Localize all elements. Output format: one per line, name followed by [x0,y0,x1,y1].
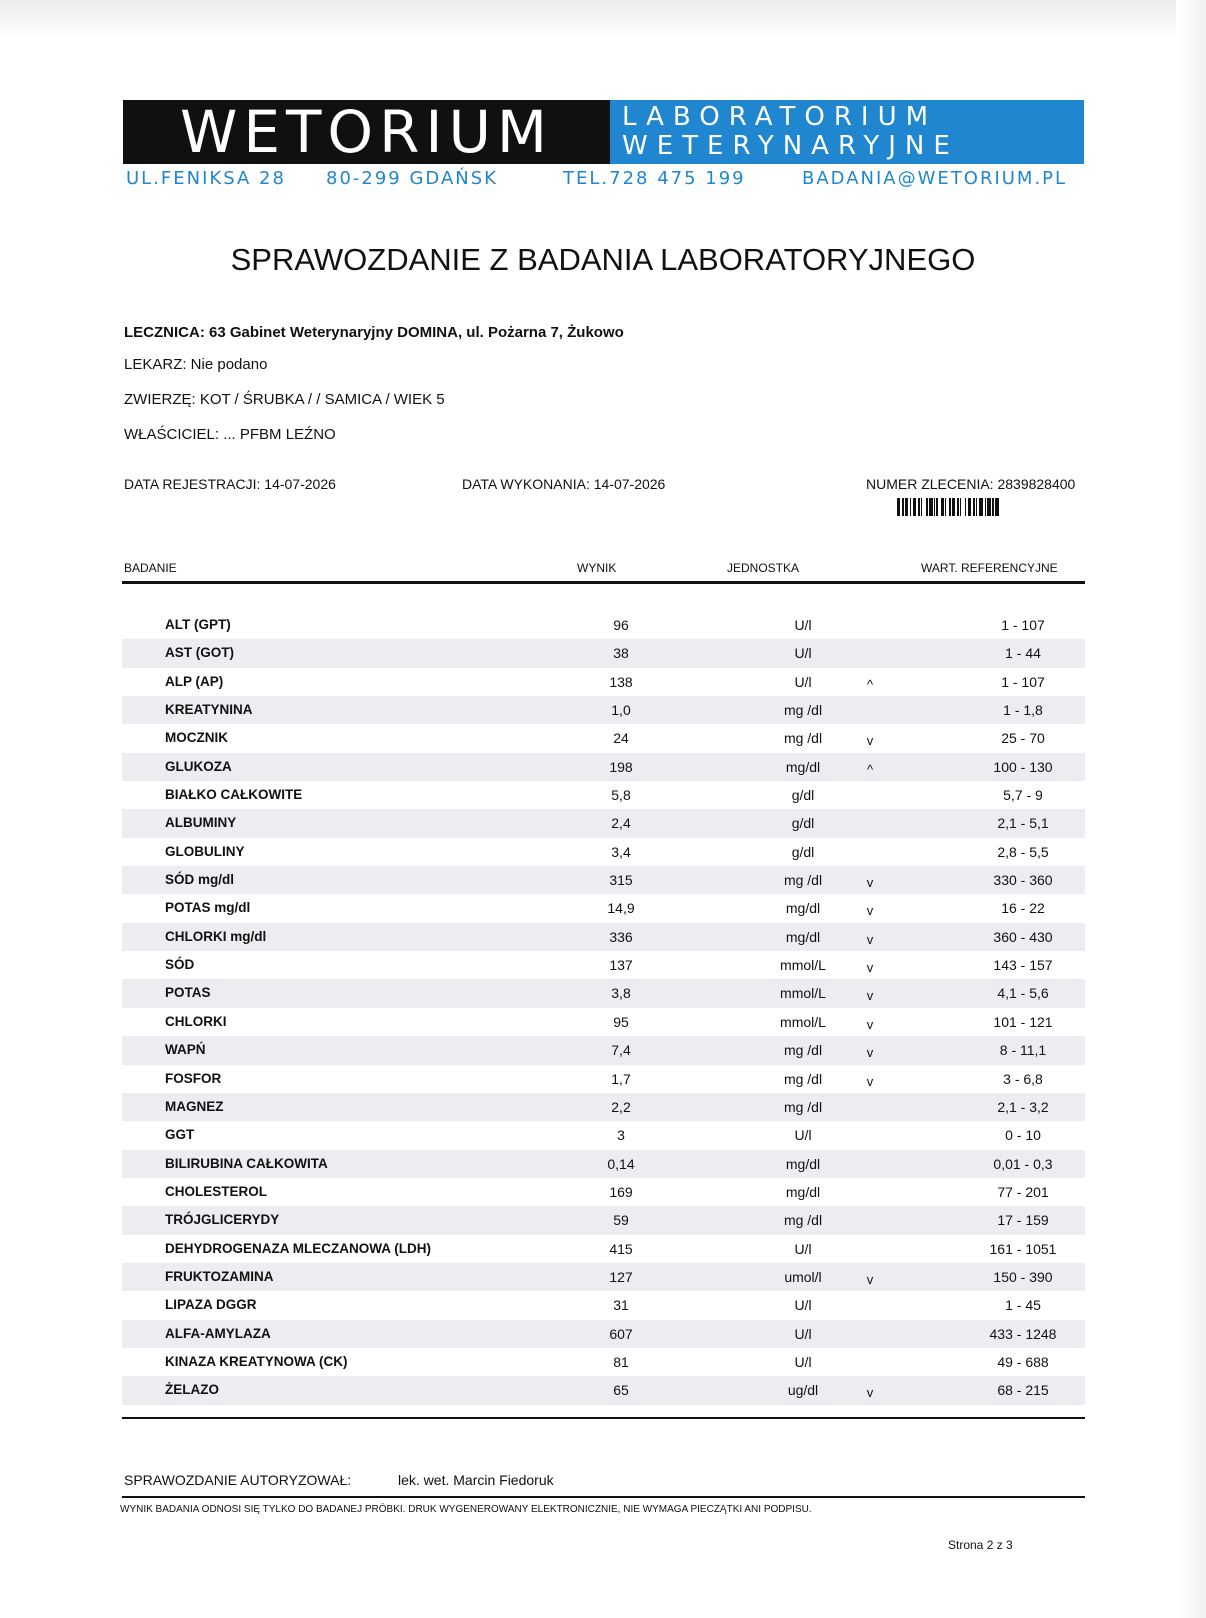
table-row [122,866,1085,894]
table-bottom-rule [122,1417,1085,1419]
test-name: SÓD [165,957,195,973]
test-unit: g/dl [791,815,815,832]
execution-date: DATA WYKONANIA: 14-07-2026 [462,476,666,492]
reference-range: 1 - 45 [1005,1297,1041,1314]
table-row [122,1320,1085,1348]
disclaimer: WYNIK BADANIA ODNOSI SIĘ TYLKO DO BADANEJ PRÓBKI. DRUK WYGENEROWANY ELEKTRONICZNIE, NIE WYMAGA PIECZĄTKI ANI PODPISU. [120,1504,812,1515]
test-result: 7,4 [611,1042,631,1059]
header-rule [122,581,1085,584]
report-title: SPRAWOZDANIE Z BADANIA LABORATORYJNEGO [230,242,976,277]
lab-contact [126,168,1086,194]
test-unit: g/dl [791,843,815,860]
test-name: TRÓJGLICERYDY [165,1212,280,1228]
test-unit: U/l [794,673,812,690]
test-unit: mmol/L [780,985,826,1002]
table-row [122,809,1085,837]
test-name: BIAŁKO CAŁKOWITE [165,787,303,803]
test-result: 95 [613,1013,629,1030]
test-unit: mg/dl [785,928,821,945]
column-header-result: WYNIK [577,561,617,575]
test-result: 0,14 [607,1155,635,1172]
table-row [122,1235,1085,1263]
page-number: Strona 2 z 3 [948,1538,1013,1552]
table-row [122,894,1085,922]
test-name: FRUKTOZAMINA [165,1268,274,1284]
test-name: ALP (AP) [165,673,224,689]
test-unit: mg /dl [783,1070,823,1087]
table-row [122,1178,1085,1206]
logo-subtitle [610,100,1084,164]
clinic-info: LECZNICA: 63 Gabinet Weterynaryjny DOMINA, ul. Pożarna 7, Żukowo [124,324,624,341]
table-row [122,668,1085,696]
test-result: 315 [609,872,633,889]
test-unit: U/l [794,1127,812,1144]
table-row [122,781,1085,809]
test-name: AST (GOT) [165,645,234,661]
test-unit: mg/dl [785,758,821,775]
test-unit: mg /dl [783,1212,823,1229]
table-row [122,1093,1085,1121]
table-row [122,1263,1085,1291]
table-row [122,1121,1085,1149]
test-name: SÓD mg/dl [165,872,235,888]
reference-range: 1 - 107 [1001,673,1045,690]
reference-range: 3 - 6,8 [1003,1070,1043,1087]
reference-range: 77 - 201 [997,1183,1049,1200]
table-row [122,838,1085,866]
column-header-unit: JEDNOSTKA [727,561,800,575]
test-unit: mmol/L [780,957,826,974]
reference-range: 16 - 22 [1001,900,1045,917]
test-unit: U/l [794,645,812,662]
reference-range: 330 - 360 [993,872,1053,889]
out-of-range-flag: v [866,1016,874,1032]
reference-range: 2,8 - 5,5 [997,843,1049,860]
logo-subtitle-line1: LABORATORIUM [622,102,938,132]
table-row [122,923,1085,951]
reference-range: 1 - 44 [1005,645,1041,662]
test-unit: mg /dl [783,872,823,889]
test-result: 127 [609,1268,633,1285]
test-result: 137 [609,957,633,974]
lab-phone: TEL.728 475 199 [563,168,746,189]
column-header-test: BADANIE [124,561,177,575]
table-row [122,1065,1085,1093]
lab-address: UL.FENIKSA 28 [126,168,286,189]
authorized-name: lek. wet. Marcin Fiedoruk [398,1472,554,1488]
test-unit: mmol/L [780,1013,826,1030]
test-result: 607 [609,1325,633,1342]
out-of-range-flag: v [866,960,874,976]
reference-range: 8 - 11,1 [999,1042,1047,1059]
test-unit: mg/dl [785,1155,821,1172]
out-of-range-flag: v [866,903,874,919]
table-row [122,979,1085,1007]
test-name: POTAS mg/dl [165,900,251,916]
out-of-range-flag: v [866,733,874,749]
out-of-range-flag: v [866,1271,874,1287]
reference-range: 0 - 10 [1005,1127,1041,1144]
table-row [122,951,1085,979]
table-row [122,1291,1085,1319]
test-result: 138 [609,673,633,690]
test-name: KINAZA KREATYNOWA (CK) [165,1353,348,1369]
test-result: 2,4 [611,815,631,832]
reference-range: 49 - 688 [997,1353,1049,1370]
test-result: 5,8 [611,787,631,804]
doctor-info: LEKARZ: Nie podano [124,356,268,373]
logo-subtitle-line2: WETERYNARYJNE [622,131,959,161]
test-result: 1,7 [611,1070,631,1087]
test-name: ALFA-AMYLAZA [165,1325,271,1341]
test-unit: mg /dl [783,702,823,719]
out-of-range-flag: v [866,1385,874,1401]
test-result: 24 [613,730,629,747]
test-unit: mg /dl [783,730,823,747]
results-table [122,611,1085,1405]
test-name: ŻELAZO [165,1382,219,1398]
out-of-range-flag: v [866,1045,874,1061]
test-name: BILIRUBINA CAŁKOWITA [165,1155,328,1171]
test-unit: U/l [794,1240,812,1257]
test-name: ALBUMINY [165,815,237,831]
test-unit: mg/dl [785,1183,821,1200]
test-result: 2,2 [611,1098,631,1115]
test-name: GGT [165,1127,195,1143]
top-shadow [0,0,1206,40]
table-row [122,1150,1085,1178]
table-row [122,1008,1085,1036]
test-name: MOCZNIK [165,730,228,746]
reference-range: 2,1 - 5,1 [997,815,1049,832]
reference-range: 101 - 121 [993,1013,1053,1030]
test-name: FOSFOR [165,1070,222,1086]
footer-rule [122,1496,1085,1498]
table-row [122,1206,1085,1234]
table-row [122,696,1085,724]
test-unit: g/dl [791,787,815,804]
table-row [122,753,1085,781]
logo-wordmark: WETORIUM [123,100,610,164]
table-row [122,1376,1085,1404]
authorized-label: SPRAWOZDANIE AUTORYZOWAŁ: [124,1472,352,1488]
reference-range: 1 - 107 [1001,617,1045,633]
reference-range: 17 - 159 [997,1212,1049,1229]
table-row [122,639,1085,667]
test-name: ALT (GPT) [165,617,231,632]
test-unit: ug/dl [787,1382,819,1399]
test-unit: U/l [794,1297,812,1314]
test-name: POTAS [165,985,211,1001]
test-result: 3,4 [611,843,631,860]
registration-date: DATA REJESTRACJI: 14-07-2026 [124,476,336,492]
test-result: 1,0 [611,702,631,719]
reference-range: 100 - 130 [993,758,1053,775]
test-result: 415 [609,1240,633,1257]
lab-email: BADANIA@WETORIUM.PL [802,168,1068,189]
test-name: DEHYDROGENAZA MLECZANOWA (LDH) [165,1240,431,1256]
lab-postal-city: 80-299 GDAŃSK [326,168,498,189]
test-unit: umol/l [784,1268,822,1285]
lab-logo [123,100,1084,164]
test-result: 169 [609,1183,633,1200]
out-of-range-flag: v [866,1073,874,1089]
table-row [122,724,1085,752]
test-unit: U/l [794,1325,812,1342]
reference-range: 1 - 1,8 [1003,702,1043,719]
test-result: 81 [613,1353,629,1370]
table-row [122,1348,1085,1376]
test-result: 31 [613,1297,629,1314]
test-unit: mg/dl [785,900,821,917]
reference-range: 2,1 - 3,2 [997,1098,1049,1115]
test-name: CHLORKI mg/dl [165,928,267,944]
test-result: 59 [613,1212,629,1229]
column-header-reference: WART. REFERENCYJNE [921,561,1058,575]
test-result: 65 [613,1382,629,1399]
animal-info: ZWIERZĘ: KOT / ŚRUBKA / / SAMICA / WIEK 5 [124,391,445,408]
test-result: 96 [613,617,629,633]
order-barcode [897,498,1063,516]
test-name: KREATYNINA [165,702,253,718]
out-of-range-flag: v [866,875,874,891]
test-name: GLUKOZA [165,758,232,774]
test-result: 3,8 [611,985,631,1002]
reference-range: 360 - 430 [993,928,1053,945]
out-of-range-flag: ^ [866,761,874,777]
reference-range: 143 - 157 [993,957,1053,974]
test-name: GLOBULINY [165,843,245,859]
test-result: 3 [617,1127,625,1144]
order-number: NUMER ZLECENIA: 2839828400 [866,476,1076,492]
test-unit: mg /dl [783,1042,823,1059]
test-result: 38 [613,645,629,662]
test-result: 14,9 [607,900,635,917]
reference-range: 68 - 215 [997,1382,1049,1399]
test-unit: mg /dl [783,1098,823,1115]
test-name: CHLORKI [165,1013,227,1029]
reference-range: 5,7 - 9 [1003,787,1043,804]
reference-range: 161 - 1051 [989,1240,1057,1257]
reference-range: 433 - 1248 [989,1325,1057,1342]
reference-range: 150 - 390 [993,1268,1053,1285]
test-name: WAPŃ [165,1042,206,1058]
reference-range: 25 - 70 [1001,730,1045,747]
reference-range: 0,01 - 0,3 [993,1155,1053,1172]
out-of-range-flag: v [866,931,874,947]
test-unit: U/l [794,1353,812,1370]
test-name: LIPAZA DGGR [165,1297,257,1313]
reference-range: 4,1 - 5,6 [997,985,1049,1002]
test-name: CHOLESTEROL [165,1183,268,1199]
out-of-range-flag: v [866,988,874,1004]
test-name: MAGNEZ [165,1098,224,1114]
test-result: 336 [609,928,633,945]
table-row [122,611,1085,639]
owner-info: WŁAŚCICIEL: ... PFBM LEŹNO [124,426,336,443]
test-result: 198 [609,758,633,775]
out-of-range-flag: ^ [866,676,874,692]
table-row [122,1036,1085,1064]
test-unit: U/l [794,617,812,633]
